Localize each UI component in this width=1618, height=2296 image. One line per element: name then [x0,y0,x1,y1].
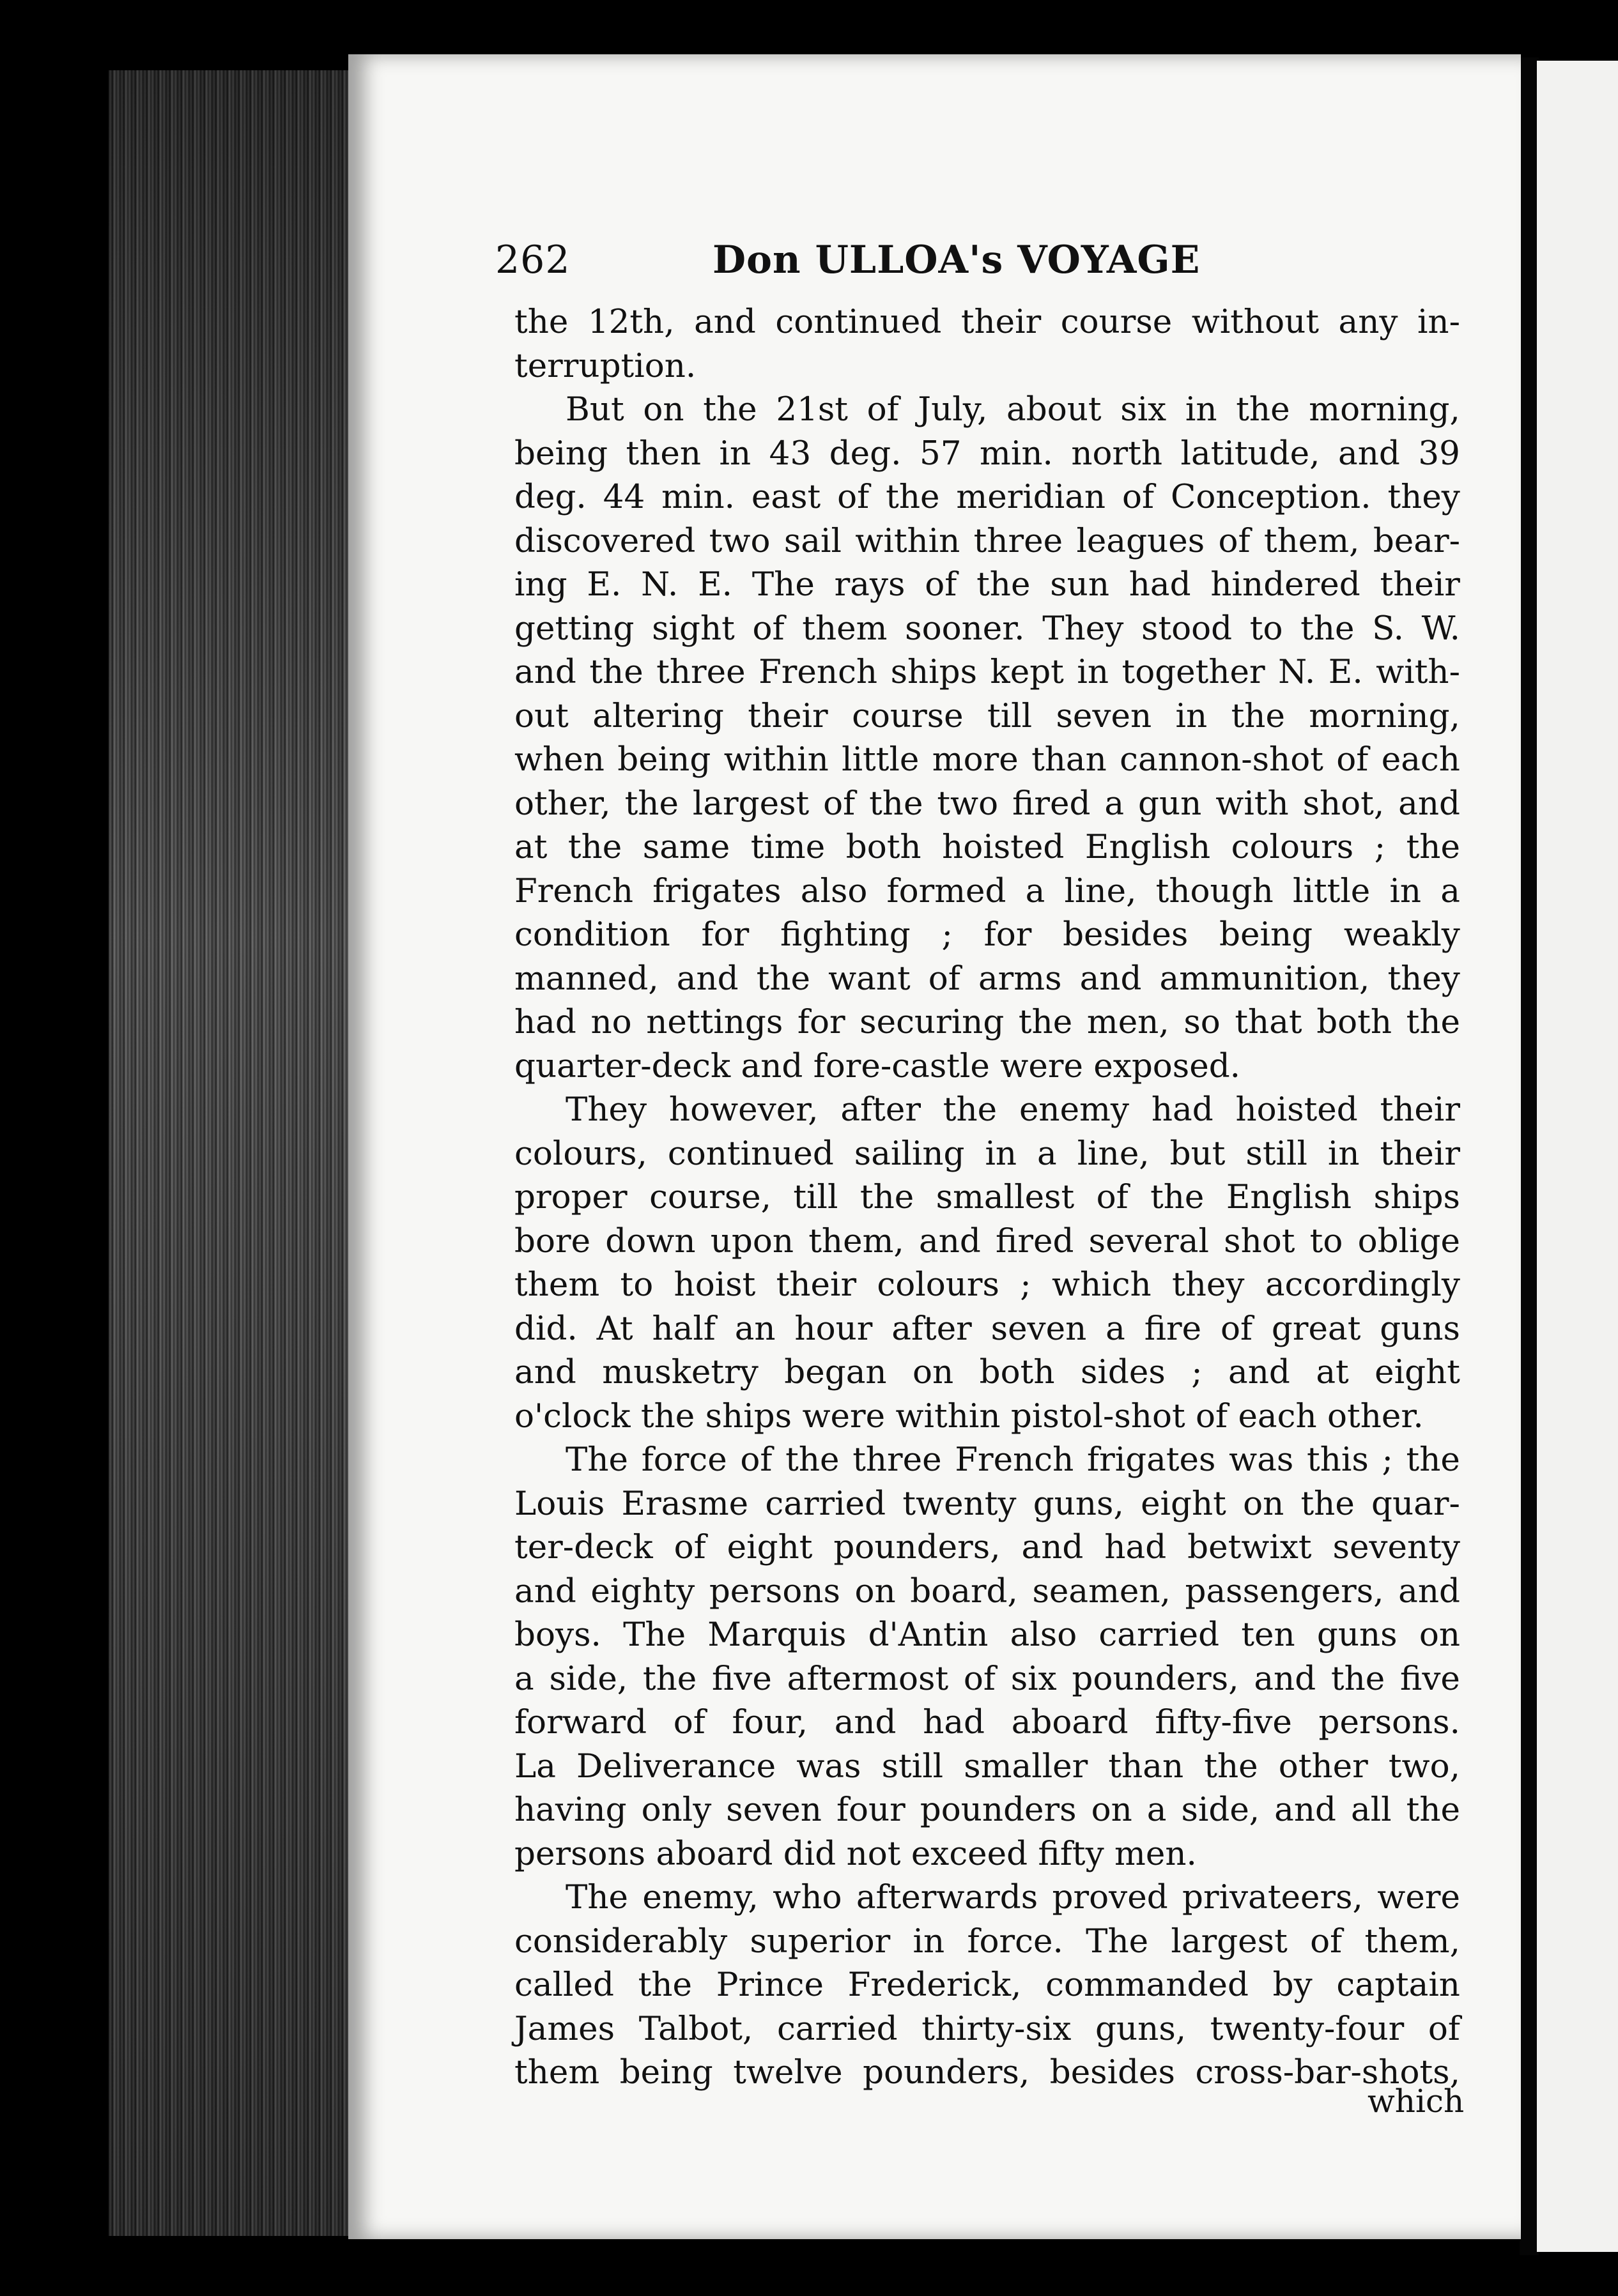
running-title: Don ULLOA's VOYAGE [713,238,1201,282]
text-line: having only seven four pounders on a side, and all the [514,1791,1460,1829]
text-line: getting sight of them sooner. They stood to the S. W. [514,609,1460,648]
text-line: persons aboard did not exceed fifty men. [514,1834,1197,1873]
running-head [495,231,1205,289]
text-line: being then in 43 deg. 57 min. north latitude, and 39 [514,434,1460,473]
text-line: and eighty persons on board, seamen, passengers, and [514,1572,1460,1611]
text-line: French frigates also formed a line, though little in a [514,871,1460,910]
text-line: discovered two sail within three leagues of them, bear- [514,521,1460,560]
text-line: quarter-deck and fore-castle were exposed. [514,1046,1241,1085]
text-line: The enemy, who afterwards proved privateers, were [566,1878,1460,1917]
text-line: other, the largest of the two fired a gun with shot, and [514,784,1460,823]
text-line: Louis Erasme carried twenty guns, eight on the quar- [514,1484,1460,1523]
text-line: manned, and the want of arms and ammunition, they [514,959,1460,998]
text-line: out altering their course till seven in the morning, [514,696,1460,735]
text-line: had no nettings for securing the men, so that both the [514,1003,1460,1041]
facing-page-edge [1537,61,1618,2252]
body-text [514,300,1460,2095]
text-line: o'clock the ships were within pistol-shot of each other. [514,1397,1424,1435]
text-line: proper course, till the smallest of the English ships [514,1178,1460,1216]
text-line: They however, after the enemy had hoisted their [566,1091,1460,1129]
text-line: terruption. [514,346,697,385]
text-line: But on the 21st of July, about six in the morning, [566,390,1460,429]
text-line: deg. 44 min. east of the meridian of Conception. they [514,478,1460,516]
text-line: at the same time both hoisted English colours ; the [514,828,1460,866]
book-gutter [1520,57,1539,2255]
text-line: bore down upon them, and fired several shot to oblige [514,1221,1460,1260]
text-line: The force of the three French frigates was this ; the [566,1441,1460,1479]
text-line: colours, continued sailing in a line, but still in their [514,1134,1460,1173]
text-line: them to hoist their colours ; which they accordingly [514,1266,1460,1304]
fore-edge-shadow [109,70,348,2236]
text-line: James Talbot, carried thirty-six guns, twenty-four of [514,2009,1460,2048]
text-line: when being within little more than cannon-shot of each [514,740,1460,779]
text-line: them being twelve pounders, besides cross-bar-shots, [514,2053,1460,2092]
text-line: the 12th, and continued their course without any in- [514,303,1460,341]
text-line: considerably superior in force. The largest of them, [514,1922,1460,1961]
text-line: condition for fighting ; for besides being weakly [514,915,1460,954]
text-line: forward of four, and had aboard fifty-five persons. [514,1703,1460,1741]
text-line: and the three French ships kept in together N. E. with- [514,653,1460,691]
catchword: which [1368,2083,1465,2120]
text-line: called the Prince Frederick, commanded by captain [514,1966,1460,2004]
text-line: boys. The Marquis d'Antin also carried ten guns on [514,1616,1460,1654]
text-line: and musketry began on both sides ; and at eight [514,1353,1460,1391]
text-line: ter-deck of eight pounders, and had betwixt seventy [514,1528,1460,1566]
text-line: did. At half an hour after seven a fire of great guns [514,1309,1460,1348]
text-line: ing E. N. E. The rays of the sun had hindered their [514,565,1460,604]
page-number: 262 [495,238,571,282]
text-line: La Deliverance was still smaller than the other two, [514,1747,1460,1786]
text-line: a side, the five aftermost of six pounders, and the five [514,1659,1460,1698]
